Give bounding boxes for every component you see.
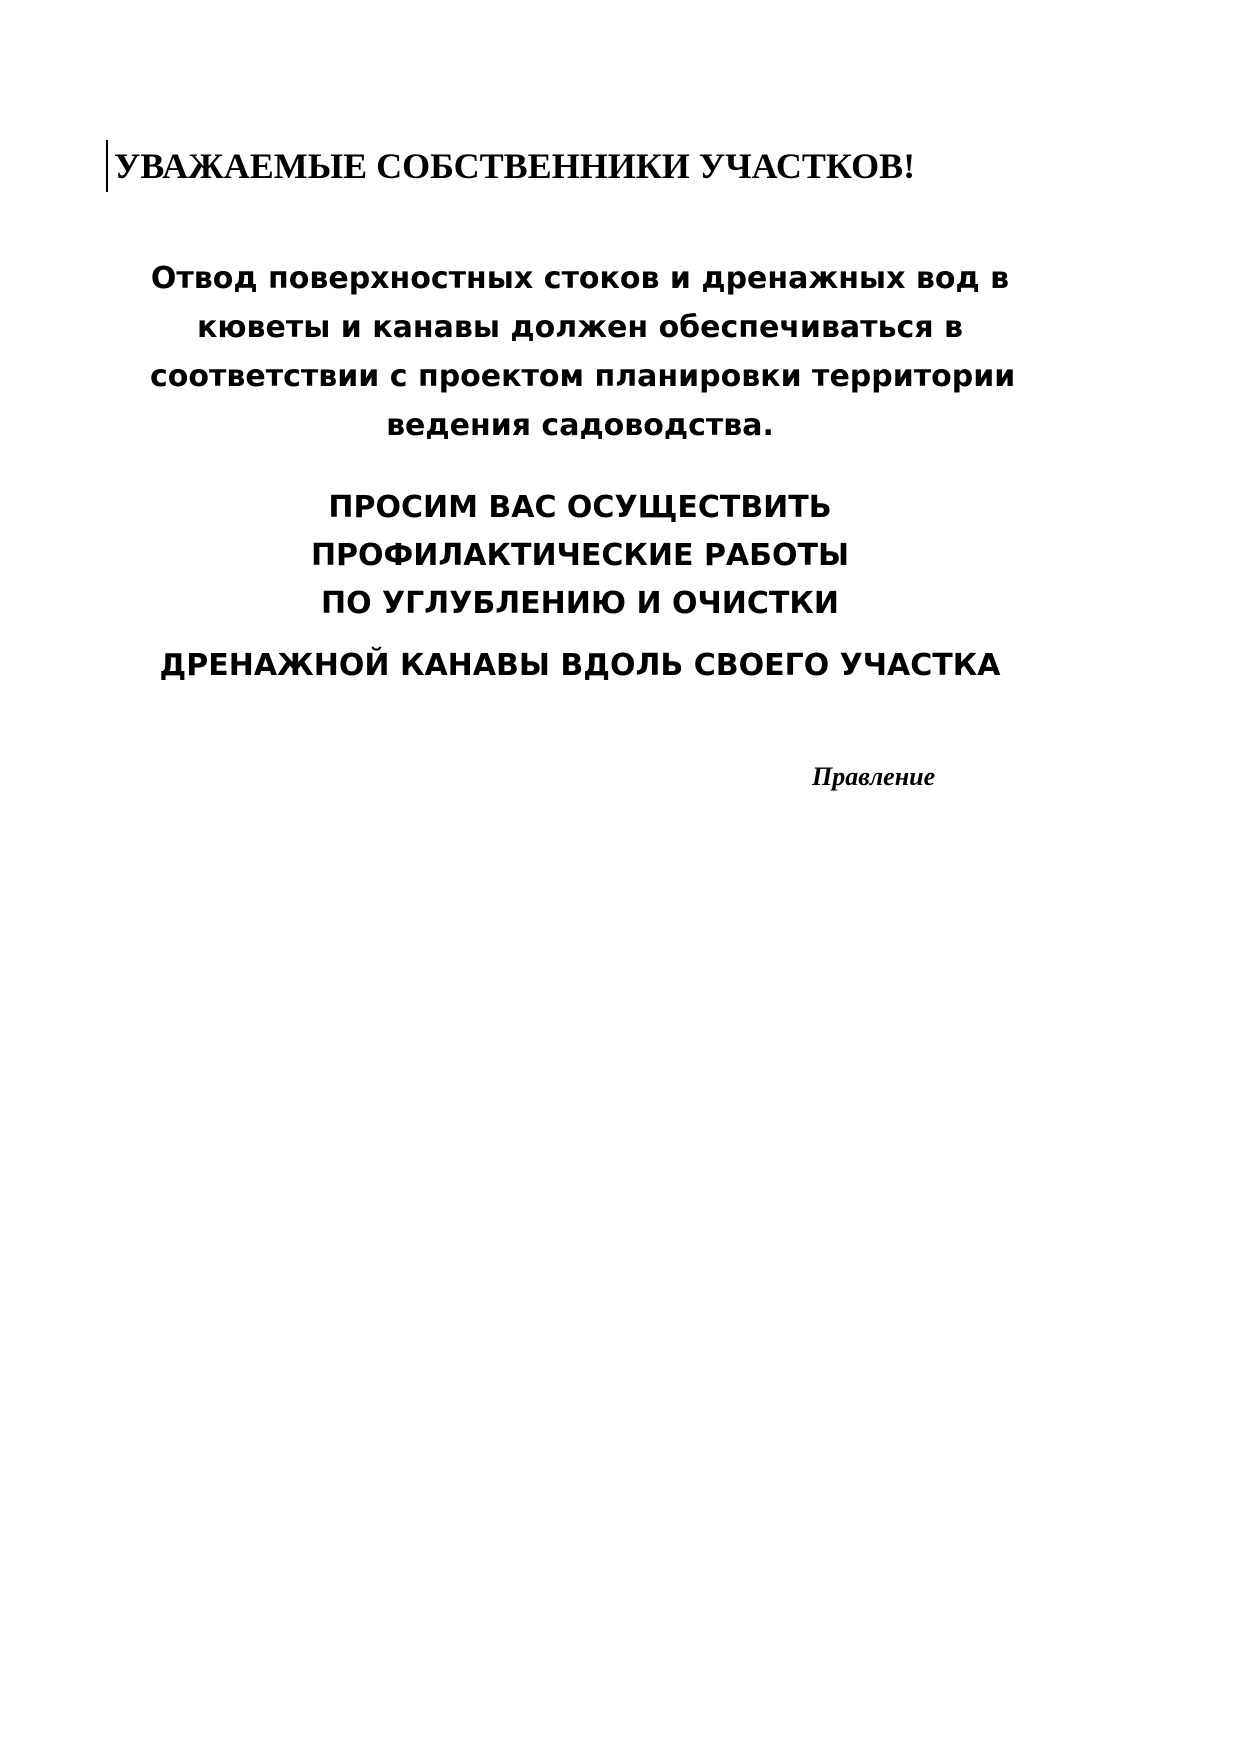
- request-line: ДРЕНАЖНОЙ КАНАВЫ ВДОЛЬ СВОЕГО УЧАСТКА: [159, 648, 1001, 683]
- request-line: ПО УГЛУБЛЕНИЮ И ОЧИСТКИ: [320, 586, 839, 621]
- paragraph-line: ведения садоводства.: [386, 408, 774, 443]
- page-heading: УВАЖАЕМЫЕ СОБСТВЕННИКИ УЧАСТКОВ!: [114, 146, 916, 186]
- request-line: ПРОФИЛАКТИЧЕСКИЕ РАБОТЫ: [310, 538, 850, 573]
- paragraph-line: кюветы и канавы должен обеспечиваться в: [196, 310, 964, 345]
- request-line: ПРОСИМ ВАС ОСУЩЕСТВИТЬ: [328, 490, 832, 525]
- text-cursor: [106, 140, 108, 192]
- paragraph-line: соответствии с проектом планировки территории: [150, 359, 1016, 394]
- paragraph-line: Отвод поверхностных стоков и дренажных вод в: [150, 261, 1010, 296]
- drainage-paragraph: [150, 254, 1016, 450]
- request-block: [150, 484, 1010, 690]
- signature: Правление: [812, 762, 936, 791]
